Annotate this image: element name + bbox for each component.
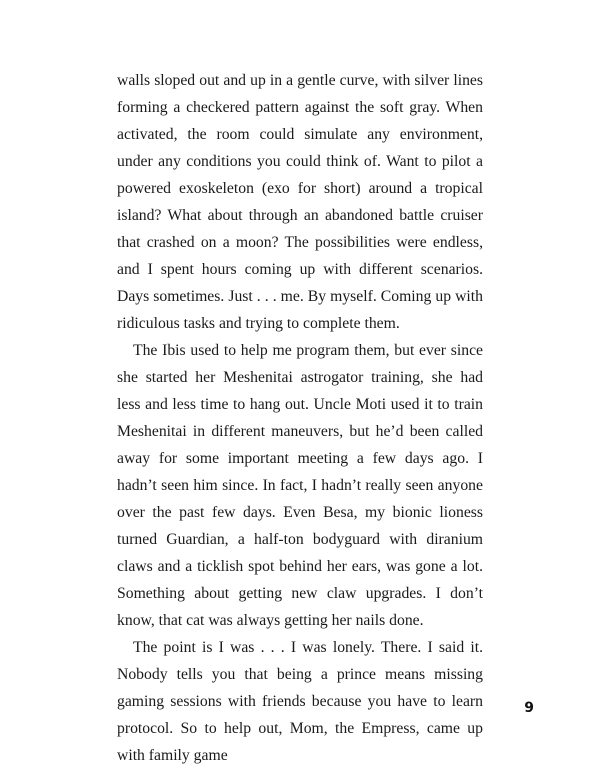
- paragraph-2: The Ibis used to help me program them, but ever since she started her Meshenitai astrogator training, she had less and less time to hang out. Uncle Moti used it to train Meshenitai in different maneuvers, but he’d been called away for some important meeting a few days ago. I hadn’t seen him since. In fact, I hadn’t really seen anyone over the past few days. Even Besa, my bionic lioness turned Guardian, a half-ton bodyguard with diranium claws and a ticklish spot behind her ears, was gone a lot. Something about getting new claw upgrades. I don’t know, that cat was always getting her nails done.: [117, 342, 483, 629]
- body-text: [117, 67, 483, 769]
- paragraph-3: The point is I was . . . I was lonely. There. I said it. Nobody tells you that being a prince means missing gaming sessions with friends because you have to learn protocol. So to help out, Mom, the Empress, came up with family game: [117, 639, 483, 764]
- paragraph-1: walls sloped out and up in a gentle curve, with silver lines forming a checkered pattern against the soft gray. When activated, the room could simulate any environment, under any conditions you could think of. Want to pilot a powered exoskeleton (exo for short) around a tropical island? What about through an abandoned battle cruiser that crashed on a moon? The possibilities were endless, and I spent hours coming up with different scenarios. Days sometimes. Just . . . me. By myself. Coming up with ridiculous tasks and trying to complete them.: [117, 72, 483, 332]
- page-number: 9: [524, 700, 534, 716]
